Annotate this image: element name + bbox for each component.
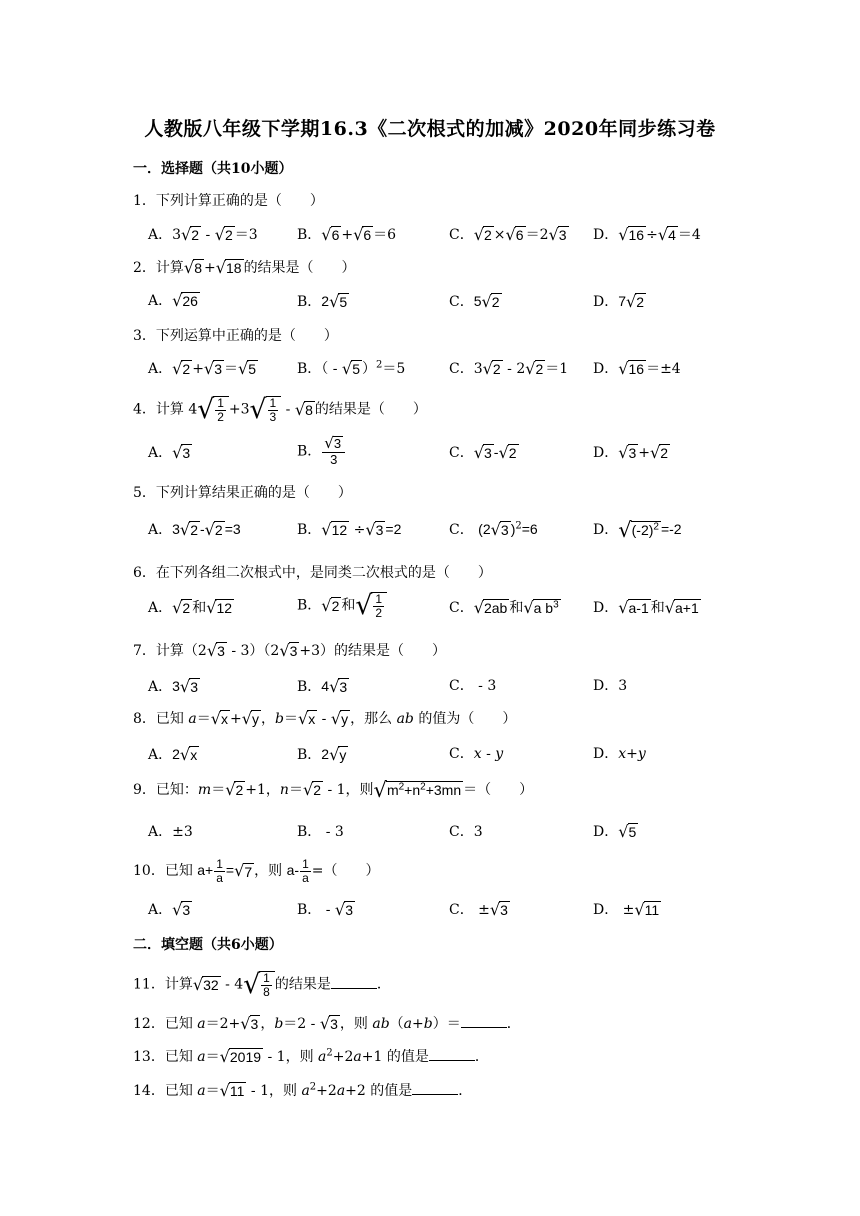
question-3-option-a: A．√2 +√3 ＝√5 bbox=[148, 359, 257, 378]
question-6-stem: 6．在下列各组二次根式中，是同类二次根式的是（ ） bbox=[133, 565, 492, 581]
question-4-option-a: A．√3 bbox=[148, 443, 191, 462]
question-7-option-c: C． - 3 bbox=[449, 678, 497, 694]
question-2-option-b: B．2√5 bbox=[297, 292, 348, 311]
question-1-stem: 1．下列计算正确的是（ ） bbox=[133, 193, 324, 209]
question-2-option-a: A．√26 bbox=[148, 291, 198, 310]
question-2-option-c: C．5√2 bbox=[449, 292, 500, 311]
question-5-option-c: C． (2√3 )$^2$=6 bbox=[449, 520, 538, 539]
question-3-option-c: C．3√2 - 2√2 ＝1 bbox=[449, 359, 569, 378]
question-3-option-d: D．√16 ＝±4 bbox=[593, 359, 681, 378]
question-4-option-d: D．√3 +√2 bbox=[593, 443, 669, 462]
question-5-option-d: D．$√(-2)^2 =-2$ bbox=[593, 518, 682, 542]
question-10-option-c: C． ±√3 bbox=[449, 900, 508, 919]
question-13: 13．已知 a＝√2019 - 1，则 $a^2+2a+1$ 的值是 ． bbox=[133, 1047, 489, 1066]
question-2-option-d: D．7√2 bbox=[593, 292, 645, 311]
section-heading-fill: 二．填空题（共6小题） bbox=[133, 937, 283, 953]
question-8-option-a: A．2√x bbox=[148, 745, 198, 764]
question-5-option-a: A．3√2 -√2 =3 bbox=[148, 520, 241, 539]
question-4-option-b: B． $\frac{√3}{3}$ bbox=[297, 436, 346, 467]
question-10-option-a: A．√3 bbox=[148, 900, 191, 919]
question-3-stem: 3．下列运算中正确的是（ ） bbox=[133, 328, 338, 344]
question-7-option-b: B．4√3 bbox=[297, 677, 348, 696]
question-11: 11．计算√32 - 4√ $\frac{1}{8}$ 的结果是 ． bbox=[133, 968, 391, 1000]
question-4-option-c: C．√3 -√2 bbox=[449, 443, 517, 462]
question-2-stem: 2．计算√8 +√18 的结果是（ ） bbox=[133, 258, 356, 277]
question-8-option-b: B．2√y bbox=[297, 745, 347, 764]
question-14: 14．已知 a＝√11 - 1，则 $a^2+2a+2$ 的值是 ． bbox=[133, 1081, 473, 1100]
question-7-option-a: A．3√3 bbox=[148, 677, 198, 696]
question-6-option-a: A．√2 和√12 bbox=[148, 598, 233, 617]
question-8-option-d: D．x+y bbox=[593, 746, 646, 762]
question-7-stem: 7．计算（2√3 - 3）（2√3 +3）的结果是（ ） bbox=[133, 641, 447, 660]
question-1-option-a: A．3√2 - √2 ＝3 bbox=[148, 225, 258, 244]
question-1-option-c: C．√2 ×√6 ＝2√3 bbox=[449, 225, 567, 244]
question-9-stem: 9．已知：m＝√2 +1，n＝√2 - 1，则$√m^2+n^2+3mn$ ＝（ ） bbox=[133, 778, 534, 802]
question-10-stem: 10．已知 a+ $\frac{1}{a}$ =√7 ，则 a- $\frac{1}{a}$ =（ ） bbox=[133, 857, 380, 885]
question-9-option-c: C．3 bbox=[449, 824, 483, 840]
question-10-option-b: B． - √3 bbox=[297, 900, 353, 919]
question-6-option-d: D．√a-1 和√a+1 bbox=[593, 598, 699, 617]
question-8-stem: 8．已知 a＝√x +√y ，b＝√x - √y ，那么 ab 的值为（ ） bbox=[133, 709, 517, 728]
question-6-option-c: C．√2ab 和√a $b^3$ bbox=[449, 598, 559, 617]
section-heading-choice: 一．选择题（共10小题） bbox=[133, 161, 293, 177]
question-12: 12．已知 a＝2+√3 ，b＝2 - √3 ，则 ab（a+b）＝ ． bbox=[133, 1014, 521, 1033]
question-10-option-d: D． ±√11 bbox=[593, 900, 660, 919]
question-9-option-a: A．±3 bbox=[148, 824, 193, 840]
question-1-option-d: D．√16 ÷√4 ＝4 bbox=[593, 225, 701, 244]
question-9-option-d: D．√5 bbox=[593, 822, 637, 841]
question-5-option-b: B．√12 ÷√3 =2 bbox=[297, 520, 402, 539]
question-3-option-b: B．（ - √5 ）$^2$＝5 bbox=[297, 359, 406, 378]
question-4-stem: 4．计算 4√ $\frac{1}{2}$ +3√ $\frac{1}{3}$ - √8 的结果是（ ） bbox=[133, 393, 427, 425]
question-6-option-b: B．√2 和√ $\frac{1}{2}$ bbox=[297, 592, 387, 619]
question-7-option-d: D．3 bbox=[593, 678, 628, 694]
question-8-option-c: C．x - y bbox=[449, 746, 504, 762]
question-9-option-b: B． - 3 bbox=[297, 824, 344, 840]
question-5-stem: 5．下列计算结果正确的是（ ） bbox=[133, 485, 352, 501]
question-1-option-b: B．√6 +√6 ＝6 bbox=[297, 225, 397, 244]
page-title: 人教版八年级下学期16.3《二次根式的加减》2020年同步练习卷 bbox=[144, 118, 716, 140]
